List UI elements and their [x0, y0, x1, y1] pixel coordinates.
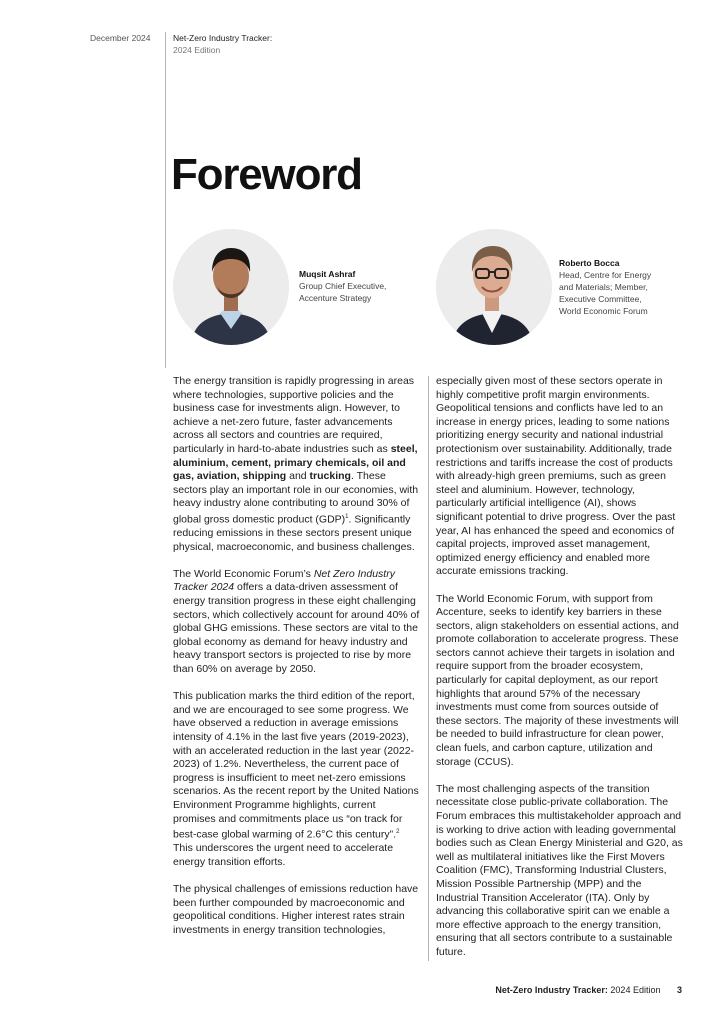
author-name: Roberto Bocca — [559, 258, 620, 268]
sector-list-bold: steel, aluminium, cement, primary chemicals, oil and gas, aviation, shipping — [173, 442, 418, 483]
text-run: and — [286, 470, 310, 483]
footnote-ref: 1 — [345, 513, 349, 520]
footnote-ref: 2 — [396, 829, 400, 836]
body-column-left — [173, 375, 421, 951]
paragraph: The physical challenges of emissions reduction have been further compounded by macroeconomic and geopolitical conditions. Higher interest rates strain investments in energy transition technologies, — [173, 882, 419, 936]
text-run: The energy transition is rapidly progressing in areas where technologies, supportive policies and the business case for investments align. However, to achieve a net-zero future, faster advancements across all sectors and countries are required, particularly in hard-to-abate industries such as — [173, 375, 415, 455]
sector-trucking-bold: trucking — [309, 470, 351, 483]
author-role: and Materials; Member, — [559, 282, 648, 292]
author-muqsit-ashraf — [299, 268, 386, 304]
header-date: December 2024 — [90, 33, 151, 43]
text-run: This publication marks the third edition of the report, and we are encouraged to see some progress. We have observed a reduction in average emissions intensity of 4.1% in the last five years (2019-2023), with an accelerated reduction in the last year (2022-2023) of 1.2%. Nevertheless, the current pace of progress is insufficient to meet net-zero emissions scenarios. As the recent report by the United Nations Environment Programme highlights, current promises and commitments place us “on track for best-case global warming of 2.6°C this century”. — [173, 690, 419, 841]
paragraph — [173, 568, 421, 677]
author-role: Head, Centre for Energy — [559, 270, 652, 280]
author-name: Muqsit Ashraf — [299, 269, 356, 279]
text-run: This underscores the urgent need to accelerate energy transition efforts. — [173, 842, 394, 868]
text-run: . Significantly reducing emissions in these sectors present unique physical, macroeconomic, and business challenges. — [173, 513, 415, 553]
text-run: . These sectors play an important role in our economies, with heavy industry alone contributing to around 30% of global gross domestic product (GDP) — [173, 470, 419, 526]
author-role: Executive Committee, — [559, 294, 642, 304]
paragraph — [173, 690, 421, 869]
portrait-muqsit-ashraf-image — [173, 229, 289, 345]
author-role: World Economic Forum — [559, 306, 648, 316]
header-edition: 2024 Edition — [173, 45, 221, 55]
header-report-title: Net-Zero Industry Tracker: — [173, 33, 273, 43]
portrait-roberto-bocca-image — [436, 229, 552, 345]
footer — [495, 985, 682, 995]
report-name-italic: Net Zero Industry Tracker 2024 — [173, 567, 395, 594]
text-run: The World Economic Forum’s — [173, 567, 314, 580]
author-role: Accenture Strategy — [299, 293, 372, 303]
paragraph: The World Economic Forum, with support from Accenture, seeks to identify key barriers in these sectors, align stakeholders on essential actions, and promote collaboration to accelerate progress. These sectors cannot achieve their targets in isolation and require support from the broader ecosystem, particularly for capital deployment, as our report highlights that around 57% of the necessary investments must come from sources outside of these sectors. The majority of these investments will be needed to build infrastructure for clean power, clean fuels, and carbon capture, utilization and storage (CCUS). — [436, 592, 679, 768]
footer-edition: 2024 Edition — [610, 985, 661, 995]
page-title: Foreword — [171, 150, 362, 199]
body-column-right — [436, 375, 685, 973]
footer-title: Net-Zero Industry Tracker: — [495, 985, 608, 995]
header-divider — [165, 32, 166, 368]
author-role: Group Chief Executive, — [299, 281, 387, 291]
paragraph — [173, 375, 421, 554]
column-divider — [428, 376, 429, 961]
paragraph: The most challenging aspects of the transition necessitate close public-private collaboration. The Forum embraces this multistakeholder approach and is working to drive action with leading governmental bodies such as Clean Energy Ministerial and G20, as well as multilateral initiatives like the First Movers Coalition (FMC), Transforming Industrial Clusters, Mission Possible Partnership (MPP) and the Industrial Transition Accelerator (ITA). Only by advancing this collaborative spirit can we enable a more effective approach to the energy transition, ensuring that all sectors contribute to a sustainable future. — [436, 782, 683, 958]
portrait-muqsit-ashraf — [173, 229, 289, 345]
author-roberto-bocca — [559, 257, 651, 317]
text-run: offers a data-driven assessment of energy transition progress in these eight challenging sectors, which collectively account for around 40% of global GHG emissions. These sectors are vital to the global economy as demand for heavy industry and heavy transport sectors is projected to rise by more than 60% on average by 2050. — [173, 581, 420, 675]
page-number: 3 — [676, 985, 682, 995]
paragraph: especially given most of these sectors operate in highly competitive profit margin environments. Geopolitical tensions and conflicts have led to an increase in energy prices, leading to some nations prioritizing energy security and national industrial protectionism over sustainability. Additionally, trade restrictions and tariffs increase the cost of products with already-high green premiums, such as green steel and aluminium. However, technology, particularly artificial intelligence (AI), shows significant potential to drive progress. Over the past year, AI has enhanced the speed and economics of capital projects, improved asset management, optimized energy efficiency and enabled more accurate emissions tracking. — [436, 375, 676, 578]
portrait-roberto-bocca — [436, 229, 552, 345]
